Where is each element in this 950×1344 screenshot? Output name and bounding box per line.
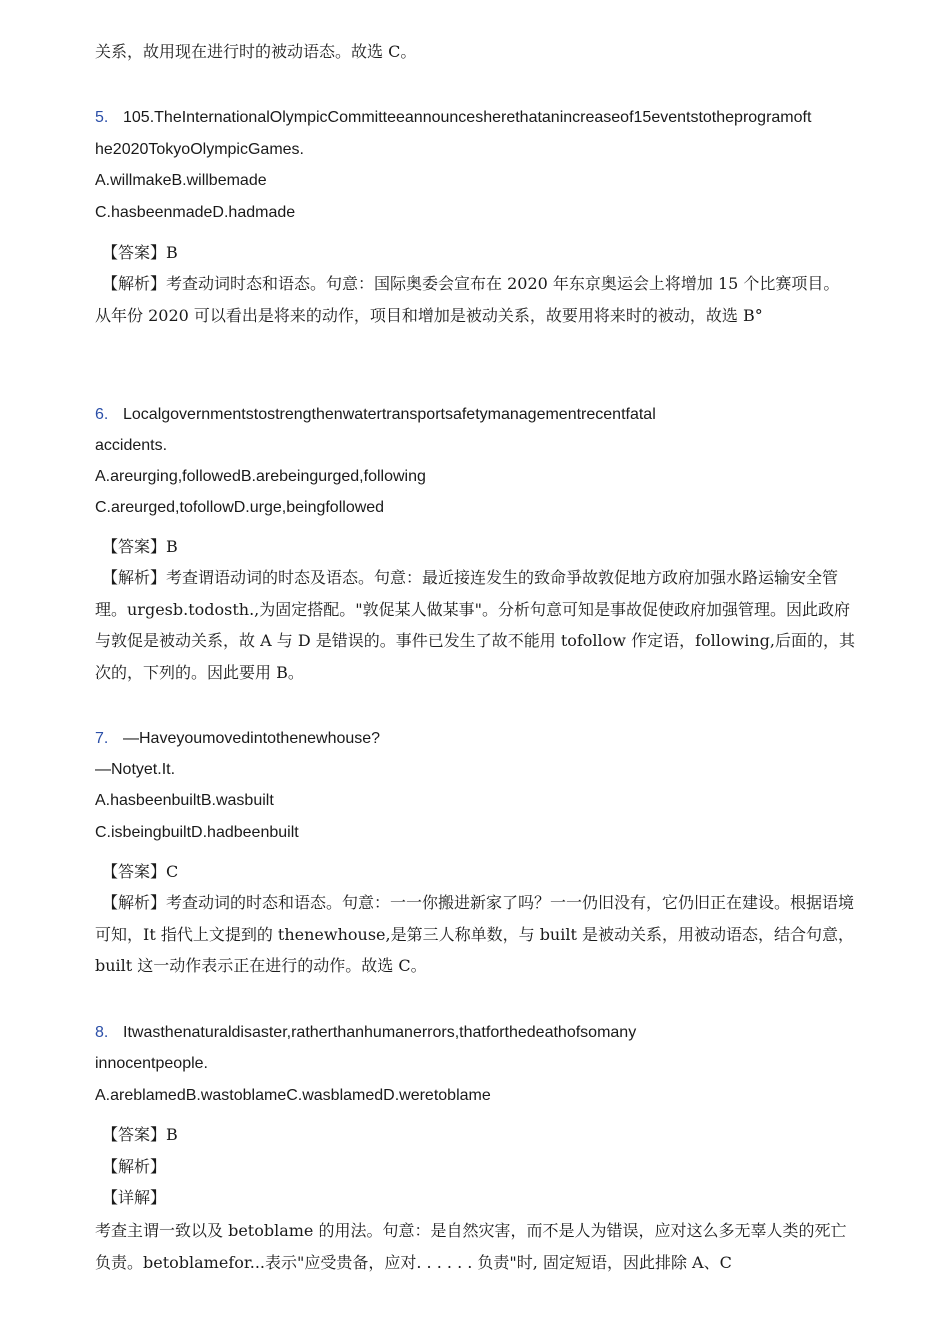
question-8-stem-line-2: innocentpeople. xyxy=(95,1055,208,1072)
question-number: 8. xyxy=(95,1024,109,1041)
question-8-options-line-1: A.areblamedB.wastoblameC.wasblamedD.weretoblame xyxy=(95,1087,491,1104)
question-5-stem-line-1 xyxy=(95,107,811,129)
question-7-stem-line-2: —Notyet.It. xyxy=(95,761,176,778)
question-5-stem-line-2: he2020TokyoOlympicGames. xyxy=(95,141,304,158)
question-5-analysis: 【解析】考查动词时态和语态。句意：国际奥委会宣布在 2020 年东京奥运会上将增加 15 个比赛项目。从年份 2020 可以看出是将来的动作，项目和增加是被动关系，故要用将来时的被动，故选 B° xyxy=(95,274,840,325)
question-5-answer: 【答案】B xyxy=(102,243,178,262)
question-6-stem-line-1 xyxy=(95,404,656,426)
stem-text: —Haveyoumovedintothenewhouse? xyxy=(123,730,381,747)
question-7-options-line-2: C.isbeingbuiltD.hadbeenbuilt xyxy=(95,824,299,841)
question-7-stem-line-1 xyxy=(95,728,380,750)
question-8-detail: 考查主谓一致以及 betoblame 的用法。句意：是自然灾害，而不是人为错误，应对这么多无辜人类的死亡负责。betoblamefor...表示"应受贵备，应对. . . . . . 负责"时, 固定短语，因此排除 A、C xyxy=(95,1221,847,1272)
question-6-options-line-2: C.areurged,tofollowD.urge,beingfollowed xyxy=(95,499,385,516)
stem-text: Localgovernmentstostrengthenwatertransportsafetymanagementrecentfatal xyxy=(123,406,656,423)
question-8-stem-line-1 xyxy=(95,1022,636,1044)
question-6-stem-line-2: accidents. xyxy=(95,437,168,454)
stem-text: Itwasthenaturaldisaster,ratherthanhumanerrors,thatforthedeathofsomany xyxy=(123,1024,637,1041)
question-6-options-line-1: A.areurging,followedB.arebeingurged,following xyxy=(95,468,426,485)
continued-analysis-line: 关系，故用现在进行时的被动语态。故选 C。 xyxy=(95,42,417,61)
question-6-analysis: 【解析】考查谓语动词的时态及语态。句意：最近接连发生的致命爭故敦促地方政府加强水路运输安全管理。urgesb.todosth.,为固定搭配。"敦促某人做某事"。分析句意可知是事故促使政府加强管理。因此政府与敦促是被动关系，故 A 与 D 是错误的。事件已发生了故不能用 tofollow 作定语，following,后面的，其次的，下列的。因此要用 B。 xyxy=(95,568,855,682)
question-8-detail-label: 【详解】 xyxy=(102,1188,167,1207)
question-7-options-line-1: A.hasbeenbuiltB.wasbuilt xyxy=(95,792,274,809)
question-number: 6. xyxy=(95,406,109,423)
question-5-options-line-1: A.willmakeB.willbemade xyxy=(95,172,267,189)
question-5-options-line-2: C.hasbeenmadeD.hadmade xyxy=(95,204,296,221)
question-7-analysis: 【解析】考查动词的时态和语态。句意：一一你搬进新家了吗？一一仍旧没有，它仍旧正在建设。根据语境可知，It 指代上文提到的 thenewhouse,是第三人称单数，与 built 是被动关系，用被动语态，结合句意，built 这一动作表示正在进行的动作。故选 C。 xyxy=(95,893,855,975)
question-8-analysis-label: 【解析】 xyxy=(102,1157,167,1176)
question-8-answer: 【答案】B xyxy=(102,1125,178,1144)
question-7-answer: 【答案】C xyxy=(102,862,179,881)
question-number: 7. xyxy=(95,730,109,747)
question-number: 5. xyxy=(95,109,109,126)
question-6-answer: 【答案】B xyxy=(102,537,178,556)
stem-text: 105.TheInternationalOlympicCommitteeannouncesherethatanincreaseof15eventstotheprogramoft xyxy=(123,109,812,126)
